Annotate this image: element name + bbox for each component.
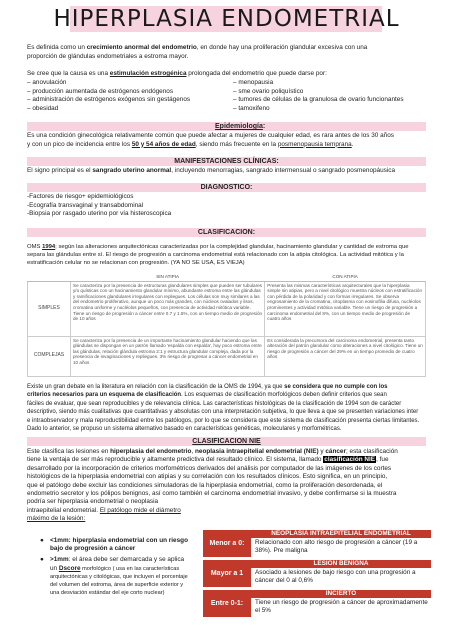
- bullet-text: : el área debe ser demarcada y se aplica un: [50, 556, 185, 572]
- epidemiology-underline: posmenopausia temprana: [277, 140, 352, 148]
- diagnosis-item: -Ecografía transvaginal y transabdominal: [27, 201, 144, 209]
- column-header: SIN ATIPIA: [71, 273, 265, 281]
- manifestations-bold: sangrado uterino anormal: [92, 167, 172, 174]
- table-cell: Es considerada la precursora del carcinoma endometrial, presenta tanto alteración del patrón glandular como alteraciones a nivel citológico. Tiene un riesgo de progresión a cáncer del 29% en un tiempo promedio de cuatro años: [265, 336, 426, 376]
- table-cell: Se caracteriza por la presencia de un importante hacinamiento glandular haciendo que las glándulas se dispongan en un patrón llamado 'espalda con espalda', hay poco estroma entre las glándulas, relación glándula estroma 2:1 y estructura glandular compleja, dada por la presencia de invaginaciones y repliegues. 3% riesgo de progresar a cáncer endometrial en 10 años: [71, 336, 265, 376]
- table-row: [28, 281, 426, 336]
- nie-paragraph: [27, 448, 449, 524]
- classification-paragraph: [27, 243, 447, 267]
- table-cell: Se caracteriza por la presencia de estructuras glandulares simples que pueden ser tubulares y/o quísticas con un hacinamiento glandular mínimo, abundante estroma entre las glándulas y ramificaciones glandulares irregulares con repliegues. Los células son muy similares a las del endometrio proliferativo, aunque un poco más grandes, con núcleos ovalados y lisos, cromatina uniforme y nucléolos pequeños, con presencia de actividad mitótica variable. Tiene un riesgo de progresión a cáncer entre 0.7 y 1.5%, con un tiempo medio de progresión de 10 años: [71, 281, 265, 336]
- oms-text: Existe un gran debate en la literatura en relación con la clasificación de la OMS de 1994, ya que: [27, 384, 285, 390]
- diagnosis-item: -Factores de riesgo+ epidemiológicos: [27, 193, 134, 200]
- risk-text: Asociado a lesiones de bajo riesgo con una progresión a cáncer del 0 al 0,6%: [255, 569, 416, 584]
- risk-label: Entre 0-1:: [203, 590, 251, 617]
- classification-bold: 1994: [42, 244, 56, 250]
- epidemiology-text: , siendo más frecuente en la: [195, 140, 278, 148]
- cause-list-right: [233, 79, 443, 113]
- bullet-bold: Dscore: [58, 564, 81, 572]
- oms-text: descriptivo, siendo más cualitativas que cuantitativas y absolutas con una interpretación subjetiva, lo que lleva a que se presenten variaciones inter: [27, 409, 419, 416]
- cause-item: – sme ovario poliquístico: [233, 87, 304, 95]
- nie-text: tiene la ventaja de ser más reproducible y altamente predictiva del resultado clínico. El sistema, llamado: [27, 456, 324, 464]
- bullet-bold: <1mm: hiperplasia endometrial con un riesgo bajo de progresión a cáncer: [50, 537, 188, 553]
- nie-underline: máximo de la lesión:: [27, 515, 86, 523]
- cause-bold: estimulación estrogénica: [109, 70, 187, 77]
- cause-item: – producción aumentada de estrógenos endógenos: [27, 87, 174, 95]
- manifestations-heading: MANIFESTACIONES CLÍNICAS:: [174, 158, 279, 165]
- bullet-icon: ●: [40, 537, 44, 544]
- row-header: COMPLEJAS: [28, 336, 71, 376]
- nie-bold: hiperplasia del endometrio: [110, 448, 192, 455]
- table-cell: Presenta las mismas características arquitecturales que la hiperplasia simple sin atipias, pero a nivel citológico muestra núcleos con estratificación con pérdida de la polaridad y con formas irregulares. Se observa engrosamiento de la cromatina, citoplasma con eosinofilia difusa, nucléolos prominentes y actividad mitótica variable. Tiene un riesgo de progresión a carcinoma endometrial del 8%, con un tiempo medio de progresión de cuatro años: [265, 281, 426, 336]
- classification-text: OMS: [27, 244, 43, 250]
- nie-text: desarrollado por la incorporación de criterios morfométricos derivados del análisis por computador de las imágenes de los cortes: [27, 464, 392, 472]
- cause-text: prolongada del endometrio que puede darse por:: [186, 70, 327, 77]
- oms-text: . Los esquemas de clasificación morfológicos deben definir criterios que sean: [181, 392, 387, 399]
- list-item: [40, 537, 190, 553]
- cause-item: – administración de estrógenos exógenos sin gestágenos: [27, 96, 191, 104]
- oms-bold: se considera que no cumple con los: [284, 384, 388, 390]
- cause-list-left: [27, 79, 227, 113]
- nie-text: histológicos de la hiperplasia endometrial con atipias y su correlación con los resultados clínicos. Esto significa, en un principio,: [27, 473, 388, 481]
- nie-underline: El patólogo mide el diámetro: [99, 506, 181, 514]
- intro-bold: crecimiento anormal del endometrio: [86, 44, 197, 51]
- risk-heading: LESION BENIGNA: [251, 560, 431, 568]
- oms-text: e intraobservador y mala reproductibilidad entre los patólogos, por lo que se considera que este sistema de clasificación presenta ciertas limitantes.: [27, 417, 420, 424]
- diagnosis-heading: DIAGNOSTICO:: [200, 184, 253, 191]
- nie-text: ; esta clasificación: [345, 448, 398, 455]
- classification-heading: CLASIFICACION:: [197, 229, 256, 236]
- oms-bold: criterios necesarios para un esquema de clasificación: [27, 392, 182, 399]
- cause-heading: [27, 70, 437, 79]
- epidemiology-text: Es una condición ginecológica relativamente común que puede afectar a mujeres de cualquier edad, es rara antes de los 30 años: [27, 132, 394, 139]
- manifestations-text: El signo principal es el: [27, 167, 93, 174]
- risk-row: [203, 590, 431, 617]
- manifestations-text: , incluyendo menorragias, sangrado intermensual o sangrado posmenopáusica: [171, 167, 396, 174]
- risk-row: [203, 560, 431, 587]
- table-row: [28, 336, 426, 376]
- cause-item: – tumores de células de la granulosa de ovario funcionantes: [233, 96, 404, 104]
- nie-text: endometrio secretor y los pólipos benignos, así como también el carcinoma endometrial invasivo, y debe confirmarse si la muestra: [27, 490, 397, 498]
- intro-paragraph: [27, 44, 437, 61]
- classification-text: ; según las alteraciones arquitectónicas caracterizadas por la complejidad glandular, hacinamiento glandular y cantidad de estroma que: [55, 244, 409, 250]
- bullet-icon: ●: [40, 556, 44, 564]
- list-item: [40, 556, 190, 597]
- risk-text: Relacionado con alto riesgo de progresión a cáncer (19 a 38%). Pre maligna: [255, 539, 418, 554]
- column-header: CON ATIPIA: [265, 273, 426, 281]
- diagnosis-list: [27, 193, 327, 219]
- risk-label: Mayor a 1: [203, 560, 251, 587]
- bullet-bold: >1mm: [50, 556, 69, 564]
- nie-text: ,: [191, 448, 196, 455]
- risk-text: Tiene un riesgo de progresión a cáncer de aproximadamente el 5%: [255, 599, 428, 614]
- epidemiology-bold: 50 y 54 años de edad: [131, 140, 196, 148]
- nie-text: y: [318, 448, 326, 455]
- intro-text: , en donde hay una proliferación glandular excesiva con una: [196, 44, 368, 51]
- cause-text: Se cree que la causa es una: [27, 70, 110, 77]
- nie-heading: CLASIFICACION NIE: [192, 438, 261, 445]
- nie-bold: cáncer: [325, 448, 346, 455]
- who-classification-table: [27, 273, 426, 377]
- classification-text: estratificación celular no se relacionan con progresión. (YA NO SE USA, ES VIEJA): [27, 260, 245, 266]
- table-header-row: [28, 273, 426, 281]
- nie-text: Este clasifica las lesiones en: [27, 448, 111, 455]
- cause-item: – menopausia: [233, 79, 274, 86]
- epidemiology-paragraph: [27, 132, 447, 149]
- epidemiology-heading-text: Epidemiología: [215, 123, 263, 130]
- nie-text: , fue: [376, 456, 389, 464]
- risk-heading: INCIERTO: [251, 590, 431, 598]
- intro-text: Es definida como un: [27, 44, 87, 51]
- risk-heading: NEOPLASIA INTRAEPITELIAL ENDOMETRIAL: [251, 530, 431, 538]
- oms-text: fáciles de evaluar, que sean reproducibles y de relevancia clínica. Las características histológicas de la clasificación de 1994 son de carácter: [27, 400, 402, 407]
- risk-row: [203, 530, 431, 557]
- nie-bold: neoplasia intraepitelial endometrial (NIE): [195, 448, 319, 455]
- table-corner: [28, 273, 71, 281]
- nie-bullets: [40, 537, 190, 597]
- diagnosis-item: -Biopsia por rasgado uterino por vía histeroscopica: [27, 210, 172, 218]
- page-title: HIPERPLASIA ENDOMETRIAL: [53, 6, 400, 32]
- risk-label: Menor a 0:: [203, 530, 251, 557]
- oms-text: Dado lo anterior, se propuso un sistema alternativo basado en características genéticas, moleculares y morfométricas.: [27, 426, 342, 433]
- row-header: SIMPLES: [28, 281, 71, 336]
- cause-item: – obesidad: [27, 104, 59, 112]
- bullet-text: morfológico ( usa en las características arquitectónicas y citológicas, que incluyen el porcentaje del volumen del estroma, área de superficie exterior y una desviación estándar del eje corto nuclear): [50, 565, 188, 597]
- classification-text: separa las glándulas entre sí. El riesgo de progresión a carcinoma endometrial está relacionado con la atipia citológica. La actividad mitótica y la: [27, 252, 404, 258]
- epidemiology-text: .: [351, 140, 354, 148]
- epidemiology-heading: Epidemiología:: [215, 123, 266, 130]
- nie-text: podría ser hiperplasia endometrial o neoplasia: [27, 498, 159, 506]
- cause-item: – tamoxifeno: [233, 104, 270, 112]
- epidemiology-text: y con un pico de incidencia entre los: [27, 140, 132, 148]
- intro-text: proporción de glándulas endometriales a estroma mayor.: [27, 52, 189, 60]
- oms-critique-paragraph: [27, 383, 447, 433]
- nie-highlight: clasificación NIE: [324, 456, 376, 464]
- cause-item: – anovulación: [27, 79, 67, 86]
- nie-text: que el patólogo debe excluir las condiciones simuladoras de la hiperplasia endometrial, como la proliferación desordenada, el: [27, 481, 383, 489]
- manifestations-paragraph: [27, 167, 447, 176]
- nie-text: intraepitelial endometrial.: [27, 506, 100, 514]
